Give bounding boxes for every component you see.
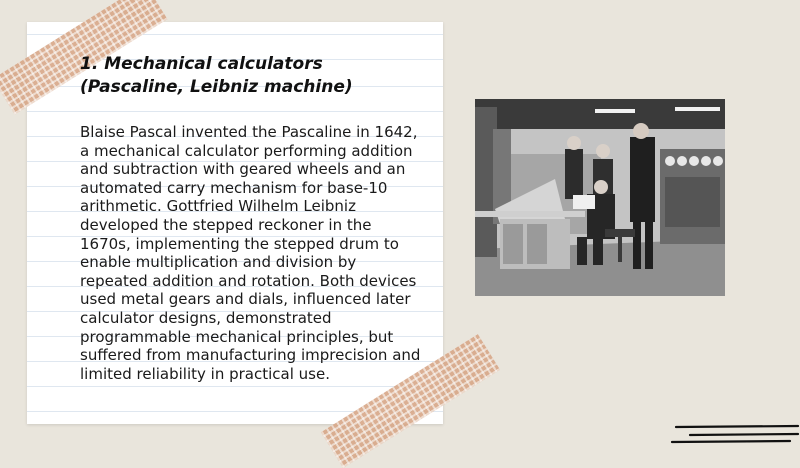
slide-title: 1. Mechanical calculators (Pascaline, Leibniz machine) (80, 54, 353, 97)
computer-room-photo (475, 99, 725, 296)
decorative-lines (670, 422, 800, 450)
slide-body-text: Blaise Pascal invented the Pascaline in 1642, a mechanical calculator performing addition and subtraction with geared wheels and an automated carry mechanism for base-10 arithmetic. Gottfried Wilhelm Leibniz developed the stepped reckoner in the 1670s, implementing the stepped drum to enable multiplication and division by repeated addition and rotation. Both devices used metal gears and dials, influenced later calculator designs, demonstrated programmable mechanical principles, but suffered from manufacturing imprecision and limited reliability in practical use. (80, 123, 421, 383)
